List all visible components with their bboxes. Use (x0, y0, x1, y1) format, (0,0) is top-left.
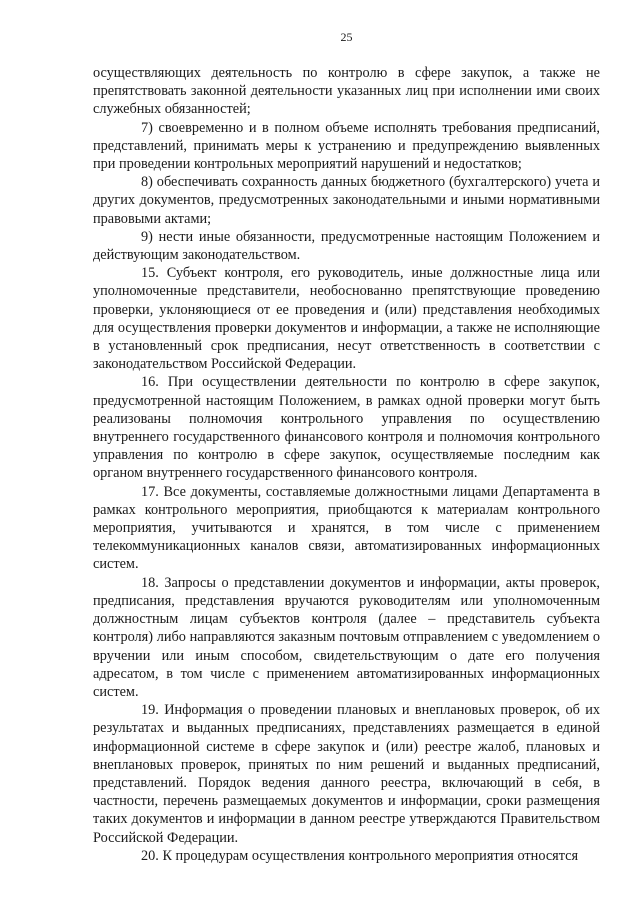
paragraph-item-9: 9) нести иные обязанности, предусмотренные настоящим Положением и действующим законодательством. (93, 228, 600, 264)
paragraph-clause-19: 19. Информация о проведении плановых и внеплановых проверок, об их результатах и выданных предписаниях, представлениях размещается в единой информационной системе в сфере закупок и (или) реестре жалоб, плановых и внеплановых проверок, принятых по ним решений и выданных предписаний, представлений. Порядок ведения данного реестра, включающий в себя, в частности, перечень размещаемых документов и информации, сроки размещения таких документов и информации в данном реестре утверждаются Правительством Российской Федерации. (93, 702, 600, 846)
paragraph-clause-20: 20. К процедурам осуществления контрольного мероприятия относятся (141, 847, 579, 864)
paragraph-item-8: 8) обеспечивать сохранность данных бюджетного (бухгалтерского) учета и других документов, предусмотренных законодательными и иными нормативными правовыми актами; (93, 174, 600, 227)
page-number: 25 (340, 30, 353, 44)
paragraph-item-7: 7) своевременно и в полном объеме исполнять требования предписаний, представлений, принимать меры к устранению и предупреждению выявленных при проведении контрольных мероприятий нарушений и недостатков; (93, 119, 600, 173)
paragraph-clause-17: 17. Все документы, составляемые должностными лицами Департамента в рамках контрольного мероприятия, приобщаются к материалам контрольного мероприятия, учитываются и хранятся, в том числе с применением телекоммуникационных каналов связи, автоматизированных информационных систем. (93, 483, 600, 573)
paragraph-clause-15: 15. Субъект контроля, его руководитель, иные должностные лица или уполномоченные представители, необоснованно препятствующие проведению проверки, уклоняющиеся от ее проведения и (или) представления необходимых для осуществления проверки документов и информации, а также не исполняющие в установленный срок предписания, несут ответственность в соответствии с законодательством Российской Федерации. (93, 265, 600, 373)
paragraph-continuation: осуществляющих деятельность по контролю в сфере закупок, а также не препятствовать законной деятельности указанных лиц при исполнении ими своих служебных обязанностей; (93, 65, 600, 118)
paragraph-clause-16: 16. При осуществлении деятельности по контролю в сфере закупок, предусмотренной настоящим Положением, в рамках одной проверки могут быть реализованы полномочия контрольного управления по осуществлению внутреннего государственного финансового контроля и полномочия контрольного управления по контролю в сфере закупок, осуществляемые последним как органом внутреннего государственного финансового контроля. (93, 374, 600, 482)
paragraph-clause-18: 18. Запросы о представлении документов и информации, акты проверок, предписания, представления вручаются руководителям или уполномоченным должностным лицам субъектов контроля (далее – представитель субъекта контроля) либо направляются заказным почтовым отправлением с уведомлением о вручении или иным способом, свидетельствующим о дате его получения адресатом, в том числе с применением автоматизированных информационных систем. (93, 574, 600, 700)
document-body (93, 64, 600, 865)
